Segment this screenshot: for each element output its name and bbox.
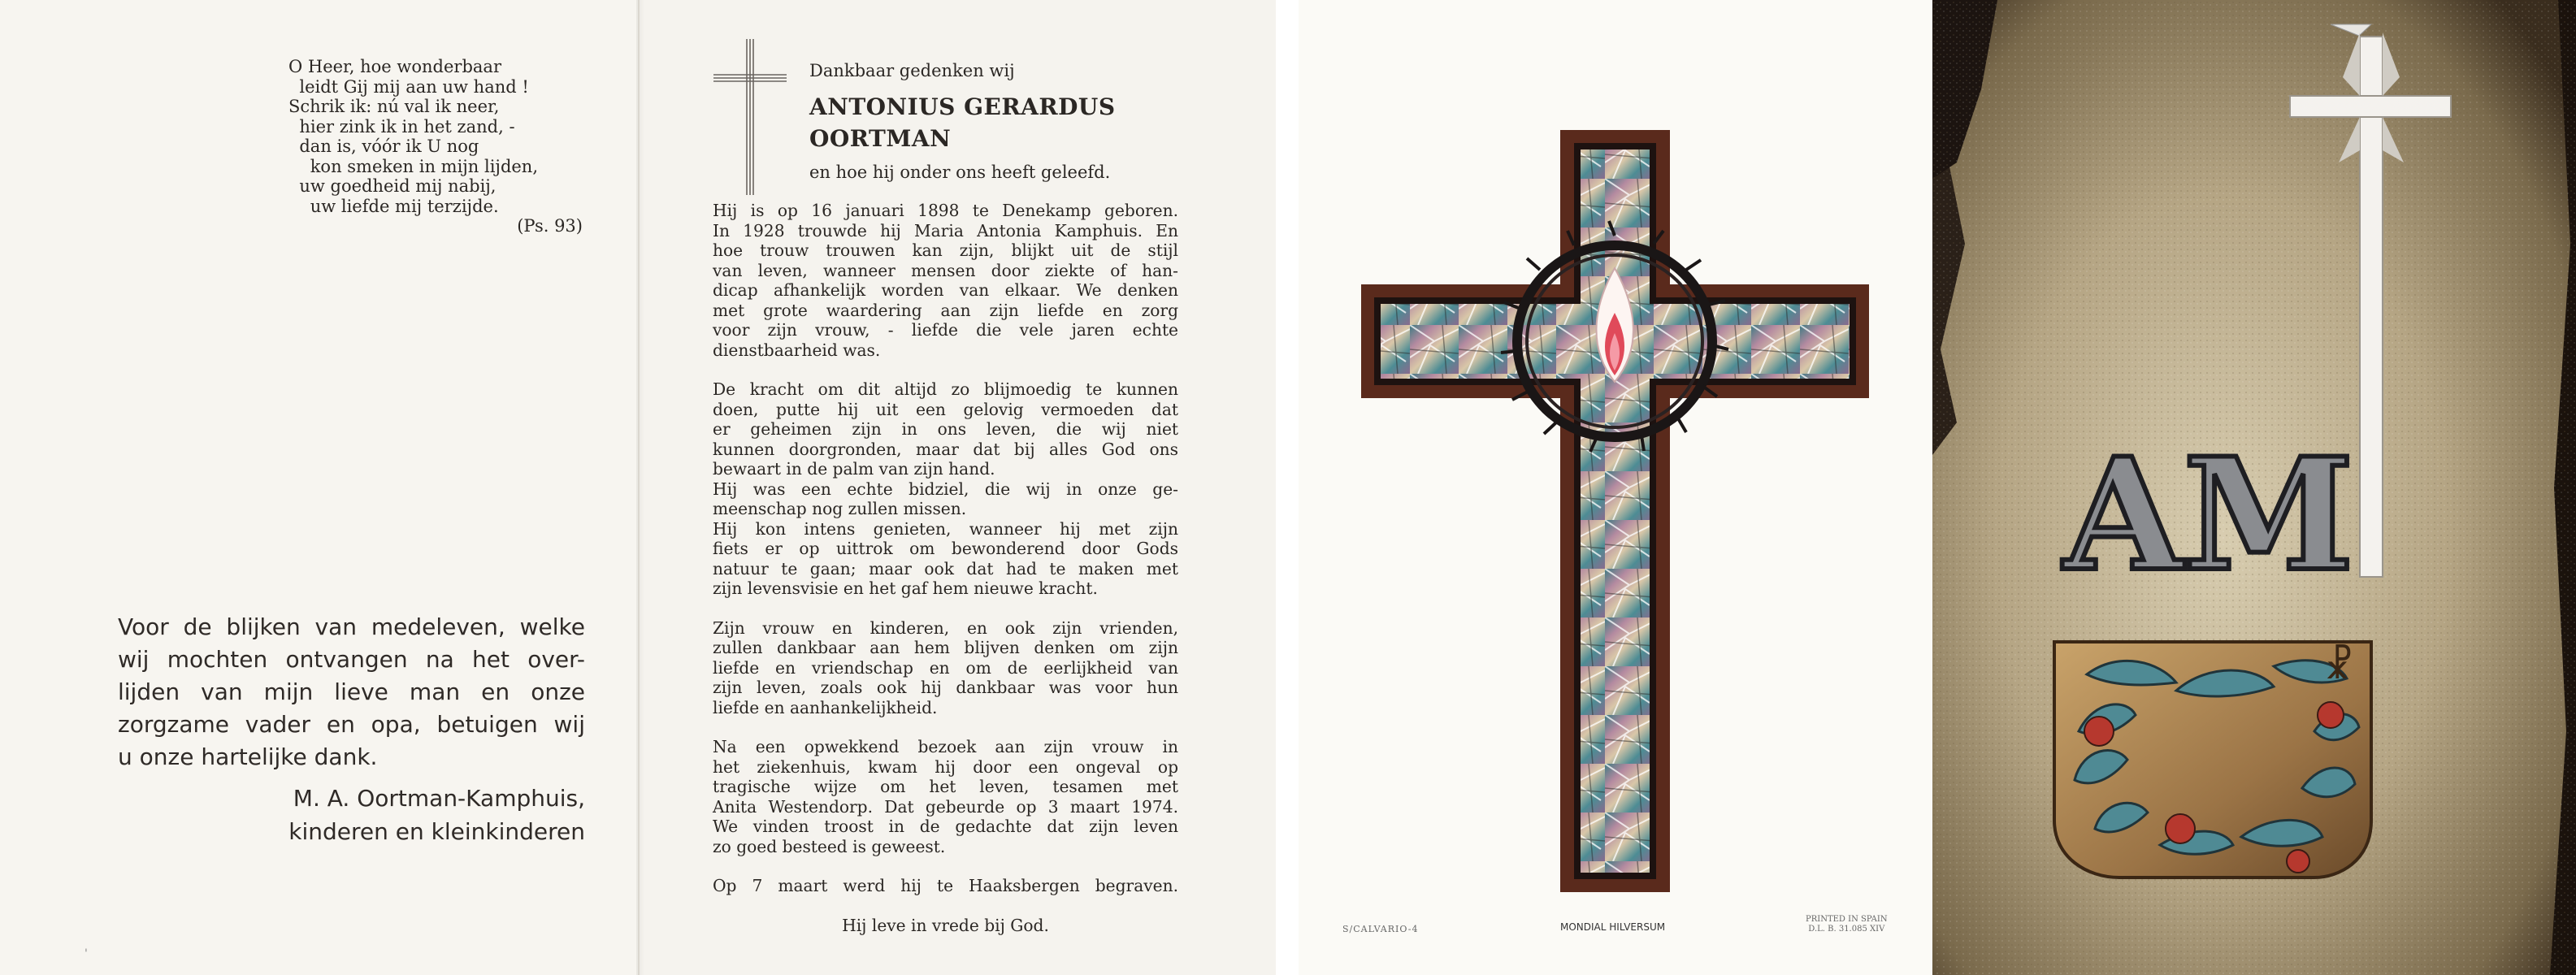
bio-line: Na een opwekkend bezoek aan zijn vrouw in [713, 737, 1178, 756]
psalm-line: dan is, vóór ik U nog [288, 136, 479, 156]
bio-line: bewaart in de palm van zijn hand. [713, 459, 995, 479]
card-fold [636, 0, 644, 975]
thanks-line: Voor de blijken van medeleven, welke [118, 613, 585, 640]
psalm-line: leidt Gij mij aan uw hand ! [288, 76, 529, 97]
bio-line: dienstbaarheid was. [713, 340, 881, 360]
print-country: PRINTED IN SPAIN [1806, 915, 1888, 924]
name-line: OORTMAN [809, 125, 952, 152]
header-intro: Dankbaar gedenken wij [809, 61, 1015, 80]
thanks-line: u onze hartelijke dank. [118, 743, 378, 770]
bio-line: er geheimen zijn in ons leven, die wij niet [713, 419, 1178, 439]
line-cross-icon [713, 39, 787, 197]
bio-line: tragische wijze om het leven, tesamen met [713, 777, 1178, 796]
psalm-verse [288, 57, 589, 236]
name-line: ANTONIUS GERARDUS [809, 93, 1116, 120]
laurel-plaque [2054, 642, 2371, 878]
bio-line: Hij was een echte bidziel, die wij in onze ge- [713, 479, 1178, 499]
thanks-line: zorgzame vader en opa, betuigen wij [118, 711, 585, 738]
bio-line: Zijn vrouw en kinderen, en ook zijn vrienden, [713, 618, 1178, 638]
publisher: MONDIAL HILVERSUM [1560, 921, 1666, 933]
bio-line: De kracht om dit altijd zo blijmoedig te kunnen [713, 379, 1178, 399]
signature [118, 782, 585, 848]
signature-family: kinderen en kleinkinderen [288, 818, 585, 845]
card-back-panel [1932, 0, 2576, 975]
thanks-line: lijden van mijn lieve man en onze [118, 678, 585, 705]
bio-line: zo goed besteed is geweest. [713, 836, 946, 856]
closing-line: Hij leve in vrede bij God. [842, 915, 1049, 935]
bio-line: meenschap nog zullen missen. [713, 499, 967, 518]
signature-name: M. A. Oortman-Kamphuis, [293, 785, 585, 812]
chi-rho-icon: ☧ [2323, 644, 2354, 687]
bio-line: Anita Westendorp. Dat gebeurde op 3 maart 1974. [713, 796, 1178, 817]
bio-line: zullen dankbaar aan hem blijven denken om zijn [713, 638, 1178, 657]
biography [713, 201, 1178, 955]
psalm-line: kon smeken in mijn lijden, [288, 156, 539, 176]
print-info [1806, 915, 1888, 934]
bio-line: zijn levensvisie en het gaf hem nieuwe kracht. [713, 578, 1098, 598]
bio-line: met grote waardering aan zijn liefde en zorg [713, 300, 1178, 320]
bio-line: zijn leven, zoals ook hij dankbaar was voor hun [713, 678, 1178, 697]
deceased-name [809, 91, 1116, 154]
bio-line: fiets er op uittrok om bewonderend door Gods [713, 539, 1178, 558]
bio-line: dicap afhankelijk worden van elkaar. We denken [713, 280, 1178, 300]
bio-line: Hij kon intens genieten, wanneer hij met zijn [713, 518, 1178, 539]
bio-line: Hij is op 16 januari 1898 te Denekamp geboren. [713, 201, 1178, 220]
bio-line: natuur te gaan; maar ook dat had te maken met [713, 558, 1178, 578]
corner-mark: ' [85, 947, 88, 960]
card-gap [1276, 0, 1299, 975]
legal-deposit: D.L. B. 31.085 XIV [1808, 925, 1885, 934]
bio-paragraph [713, 737, 1178, 856]
bio-line: kunnen doorgronden, maar dat bij alles God ons [713, 439, 1178, 459]
bio-line: het ziekenhuis, kwam hij door een ongeval op [713, 756, 1178, 777]
bio-line: In 1928 trouwde hij Maria Antonia Kamphuis. En [713, 220, 1178, 240]
psalm-line: Schrik ik: nú val ik neer, [288, 97, 500, 116]
bio-paragraph [713, 876, 1178, 896]
am-monogram-icon [2062, 424, 2354, 605]
bio-line: liefde en vriendschap en om de eerlijkheid van [713, 657, 1178, 678]
monogram-text: AM [2063, 424, 2354, 605]
bio-line: van leven, wanneer mensen door ziekte of han- [713, 260, 1178, 280]
bio-paragraph [713, 201, 1178, 360]
thanks-message [118, 611, 585, 848]
bio-line: doen, putte hij uit een gelovig vermoeden dat [713, 399, 1178, 419]
psalm-reference: (Ps. 93) [517, 216, 583, 236]
psalm-line: uw liefde mij terzijde. [288, 196, 499, 216]
bio-paragraph [713, 916, 1178, 936]
psalm-line: uw goedheid mij nabij, [288, 176, 497, 196]
bio-line: liefde en aanhankelijkheid. [713, 697, 938, 717]
stained-glass-crucifix [1361, 130, 1869, 894]
bio-line: We vinden troost in de gedachte dat zijn leven [713, 817, 1178, 836]
series-code: S/CALVARIO-4 [1342, 924, 1419, 934]
burial-line: Op 7 maart werd hij te Haaksbergen begraven. [713, 876, 1178, 895]
bio-paragraph [713, 618, 1178, 718]
bio-line: voor zijn vrouw, - liefde die vele jaren echte [713, 320, 1178, 340]
bio-line: hoe trouw trouwen kan zijn, blijkt uit de stijl [713, 240, 1178, 260]
psalm-line: O Heer, hoe wonderbaar [288, 57, 501, 76]
psalm-line: hier zink ik in het zand, - [288, 116, 515, 136]
stone-artwork [1932, 0, 2576, 975]
thanks-line: wij mochten ontvangen na het over- [118, 646, 585, 673]
bio-paragraph [713, 379, 1178, 599]
header-outro: en hoe hij onder ons heeft geleefd. [809, 162, 1111, 182]
